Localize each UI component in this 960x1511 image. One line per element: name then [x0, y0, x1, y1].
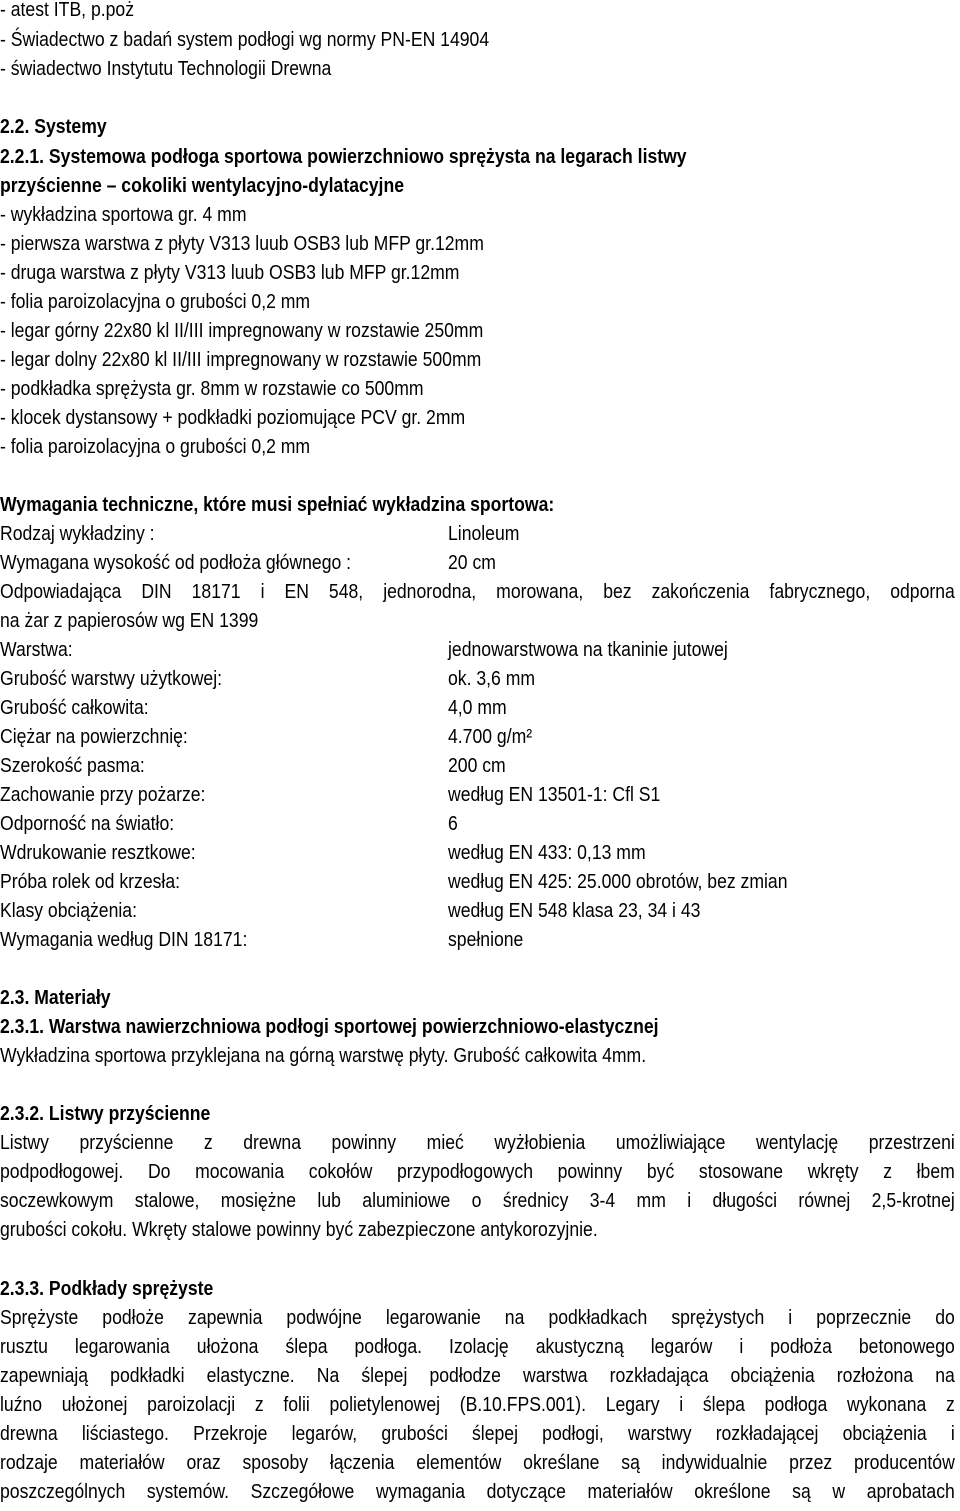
paragraph-line: grubości cokołu. Wkręty stalowe powinny być zabezpieczone antykorozyjnie.	[0, 1219, 598, 1241]
spec-label: Wymagania według DIN 18171:	[0, 929, 248, 951]
paragraph-line: Odpowiadająca DIN 18171 i EN 548, jednorodna, morowana, bez zakończenia fabrycznego, odporna	[0, 581, 955, 603]
subsection-heading: 2.3.2. Listwy przyścienne	[0, 1103, 211, 1125]
paragraph-line: drewna liściastego. Przekroje legarów, grubości ślepej podłogi, warstwy rozkładającej obciążenia i	[0, 1423, 955, 1445]
subsection-heading: 2.3.3. Podkłady sprężyste	[0, 1278, 214, 1300]
doc-line: - Świadectwo z badań system podłogi wg normy PN-EN 14904	[0, 29, 490, 51]
list-item: - folia paroizolacyjna o grubości 0,2 mm	[0, 436, 311, 458]
list-item: - klocek dystansowy + podkładki poziomujące PCV gr. 2mm	[0, 407, 466, 429]
section-heading: 2.2. Systemy	[0, 116, 107, 138]
spec-label: Odporność na światło:	[0, 813, 175, 835]
spec-label: Wymagana wysokość od podłoża głównego :	[0, 552, 352, 574]
subsection-heading: 2.3.1. Warstwa nawierzchniowa podłogi sportowej powierzchniowo-elastycznej	[0, 1016, 659, 1038]
spec-value: według EN 425: 25.000 obrotów, bez zmian	[448, 871, 788, 893]
spec-value: 6	[448, 813, 458, 835]
subsection-heading: przyścienne – cokoliki wentylacyjno-dylatacyjne	[0, 175, 404, 197]
list-item: - wykładzina sportowa gr. 4 mm	[0, 204, 247, 226]
spec-label: Grubość warstwy użytkowej:	[0, 668, 223, 690]
spec-label: Wdrukowanie resztkowe:	[0, 842, 196, 864]
list-item: - legar górny 22x80 kl II/III impregnowany w rozstawie 250mm	[0, 320, 484, 342]
list-item: - legar dolny 22x80 kl II/III impregnowany w rozstawie 500mm	[0, 349, 482, 371]
paragraph-line: luźno ułożonej paroizolacji z folii polietylenowej (B.10.FPS.001). Legary i ślepa podłoga wykonana z	[0, 1394, 955, 1416]
spec-label: Rodzaj wykładziny :	[0, 523, 155, 545]
paragraph-line: poszczególnych systemów. Szczegółowe wymagania dotyczące materiałów określone są w aprobatach	[0, 1481, 955, 1503]
spec-value: ok. 3,6 mm	[448, 668, 536, 690]
paragraph-line: rusztu legarowania ułożona ślepa podłoga. Izolację akustyczną legarów i podłoża betonowego	[0, 1336, 955, 1358]
paragraph-line: Sprężyste podłoże zapewnia podwójne legarowanie na podkładkach sprężystych i poprzecznie do	[0, 1307, 955, 1329]
paragraph-line: rodzaje materiałów oraz sposoby łączenia elementów określane są indywidualnie przez producentów	[0, 1452, 955, 1474]
spec-label: Próba rolek od krzesła:	[0, 871, 181, 893]
spec-value: 200 cm	[448, 755, 506, 777]
paragraph-line: Listwy przyścienne z drewna powinny mieć wyżłobienia umożliwiające wentylację przestrzeni	[0, 1132, 955, 1154]
list-item: - druga warstwa z płyty V313 luub OSB3 lub MFP gr.12mm	[0, 262, 460, 284]
section-heading: 2.3. Materiały	[0, 987, 111, 1009]
paragraph-line: zapewniają podkładki elastyczne. Na ślepej podłodze warstwa rozkładająca obciążenia rozłożona na	[0, 1365, 955, 1387]
paragraph-line: Wykładzina sportowa przyklejana na górną warstwę płyty. Grubość całkowita 4mm.	[0, 1045, 647, 1067]
spec-value: 20 cm	[448, 552, 496, 574]
list-item: - folia paroizolacyjna o grubości 0,2 mm	[0, 291, 311, 313]
spec-value: według EN 433: 0,13 mm	[448, 842, 646, 864]
spec-value: Linoleum	[448, 523, 520, 545]
spec-label: Klasy obciążenia:	[0, 900, 137, 922]
list-item: - podkładka sprężysta gr. 8mm w rozstawie co 500mm	[0, 378, 424, 400]
list-item: - pierwsza warstwa z płyty V313 luub OSB3 lub MFP gr.12mm	[0, 233, 484, 255]
spec-label: Ciężar na powierzchnię:	[0, 726, 188, 748]
subsection-heading: 2.2.1. Systemowa podłoga sportowa powierzchniowo sprężysta na legarach listwy	[0, 146, 687, 168]
spec-value: 4.700 g/m²	[448, 726, 533, 748]
paragraph-line: soczewkowym stalowe, mosiężne lub aluminiowe o średnicy 3-4 mm i długości równej 2,5-krotnej	[0, 1190, 955, 1212]
paragraph-line: na żar z papierosów wg EN 1399	[0, 610, 259, 632]
spec-label: Warstwa:	[0, 639, 73, 661]
paragraph-line: podpodłogowej. Do mocowania cokołów przypodłogowych powinny być stosowane wkręty z łbem	[0, 1161, 955, 1183]
spec-value: spełnione	[448, 929, 524, 951]
spec-label: Zachowanie przy pożarze:	[0, 784, 206, 806]
doc-line: - atest ITB, p.poż	[0, 0, 135, 21]
spec-value: jednowarstwowa na tkaninie jutowej	[448, 639, 728, 661]
spec-label: Grubość całkowita:	[0, 697, 149, 719]
spec-value: według EN 13501-1: Cfl S1	[448, 784, 661, 806]
spec-label: Szerokość pasma:	[0, 755, 145, 777]
spec-value: 4,0 mm	[448, 697, 507, 719]
doc-line: - świadectwo Instytutu Technologii Drewna	[0, 58, 332, 80]
spec-value: według EN 548 klasa 23, 34 i 43	[448, 900, 701, 922]
requirements-heading: Wymagania techniczne, które musi spełniać wykładzina sportowa:	[0, 494, 555, 516]
